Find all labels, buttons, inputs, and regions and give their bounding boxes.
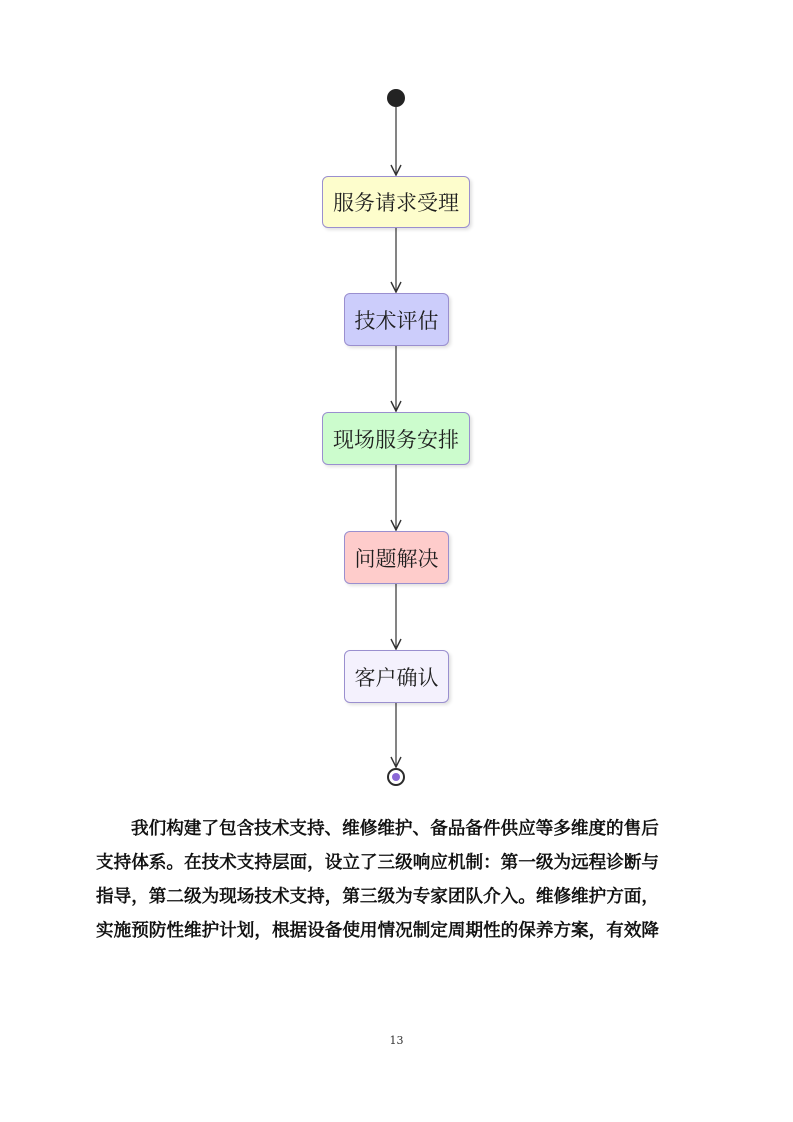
step-technical-assessment: [344, 293, 449, 346]
step-problem-resolution: [344, 531, 449, 584]
text-line: 我们构建了包含技术支持、维修维护、备品备件供应等多维度的售后: [131, 818, 659, 839]
step-label: 问题解决: [354, 546, 439, 571]
step-customer-confirmation: [344, 650, 449, 703]
body-paragraph: [96, 812, 696, 948]
end-node: [387, 768, 405, 786]
step-label: 客户确认: [354, 665, 439, 690]
page-number: 13: [389, 1034, 404, 1047]
text-line: 指导，第二级为现场技术支持，第三级为专家团队介入。维修维护方面，: [96, 886, 660, 907]
step-onsite-service: [322, 412, 470, 465]
text-line: 支持体系。在技术支持层面，设立了三级响应机制：第一级为远程诊断与: [96, 852, 660, 873]
start-node: [387, 89, 405, 107]
step-label: 技术评估: [354, 308, 439, 333]
step-service-request: [322, 176, 470, 228]
end-node-dot: [392, 773, 400, 781]
step-label: 现场服务安排: [333, 427, 459, 452]
step-label: 服务请求受理: [333, 191, 459, 215]
text-line: 实施预防性维护计划，根据设备使用情况制定周期性的保养方案，有效降: [96, 920, 660, 941]
